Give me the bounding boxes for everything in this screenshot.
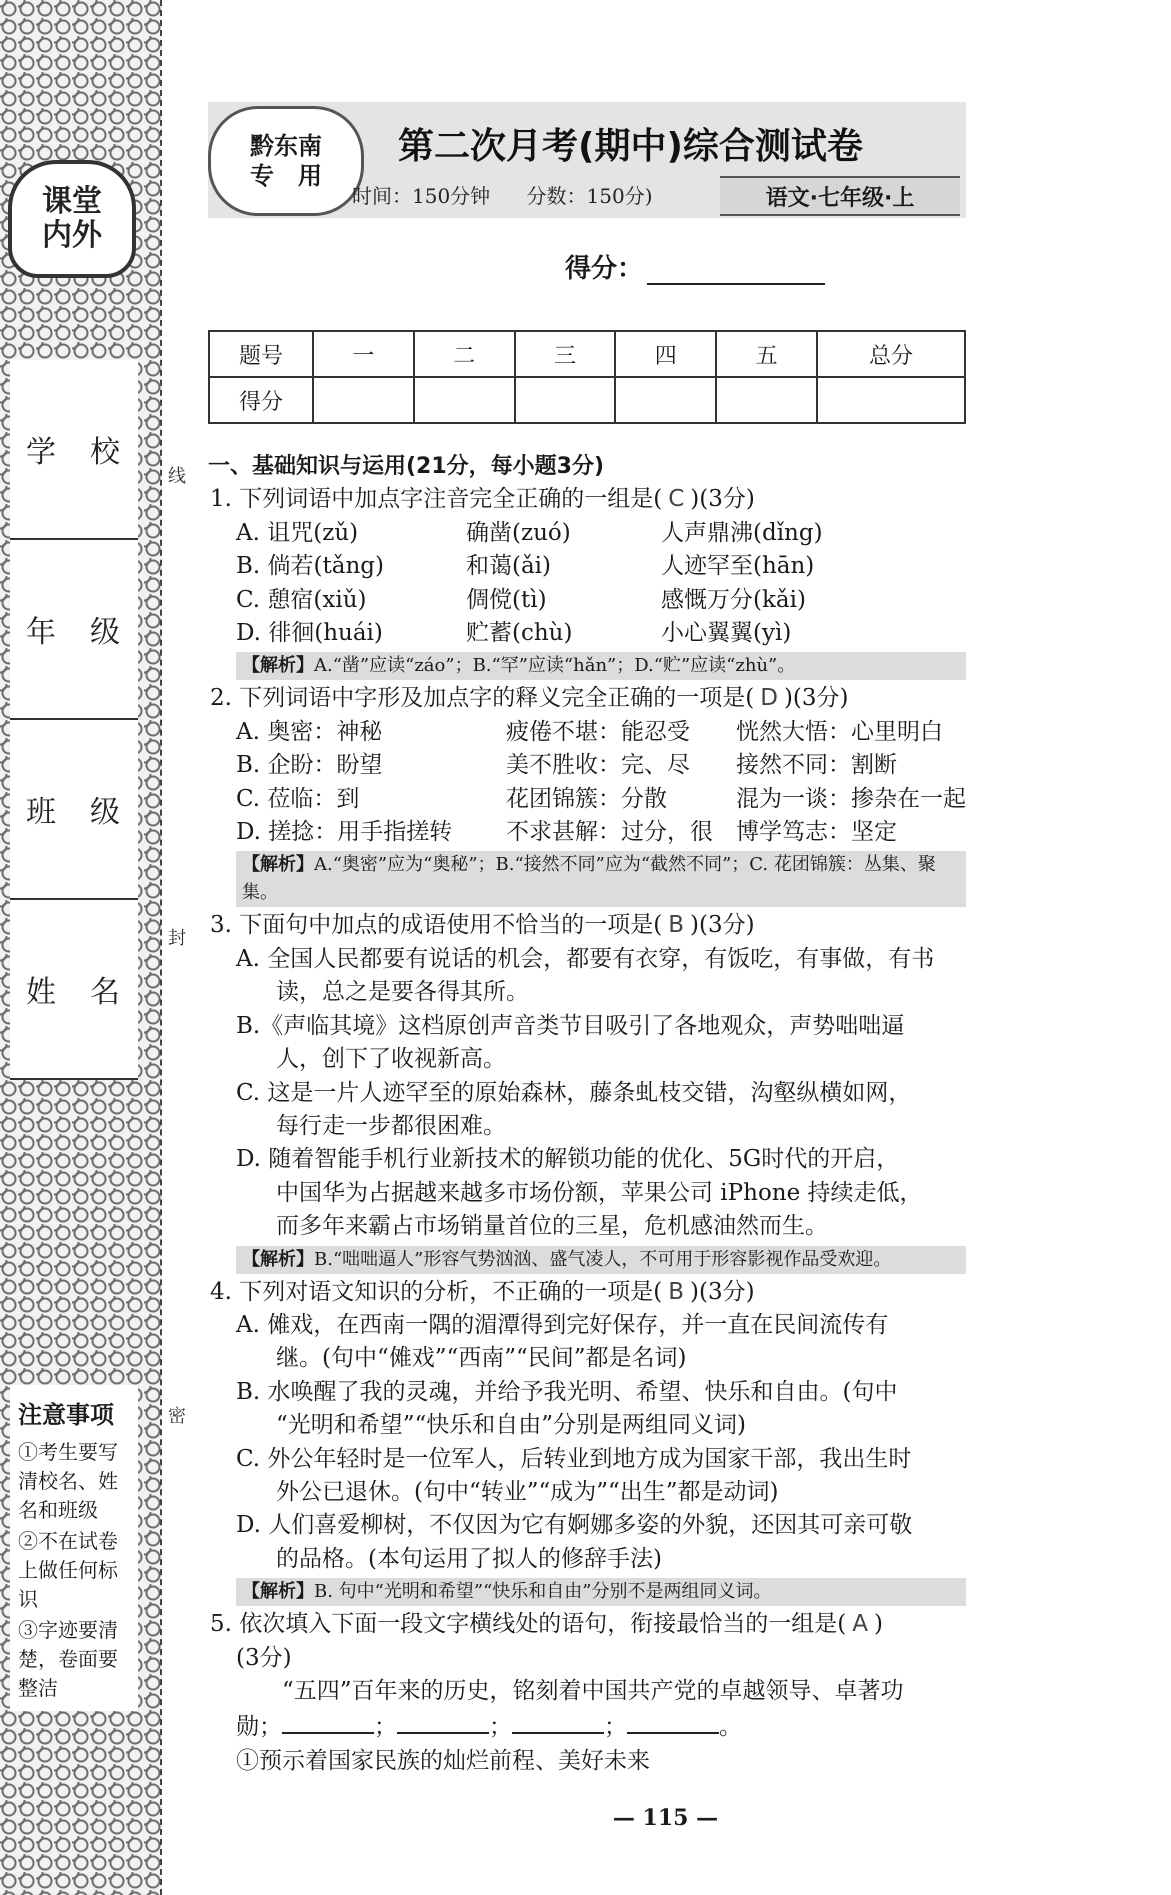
- score-blank[interactable]: [647, 257, 825, 285]
- score-line: 得分：: [565, 248, 825, 285]
- options-row: B. 倘若(tǎng) 和蔼(ǎi) 人迹罕至(hān): [236, 553, 815, 580]
- cut-label: 密: [168, 1406, 186, 1427]
- question-3: 3. 下面句中加点的成语使用不恰当的一项是( B )(3分): [208, 909, 966, 942]
- cut-label: 线: [168, 466, 186, 487]
- notes-title: 注意事项: [18, 1401, 114, 1429]
- options-row: A. 奥密：神秘 疲倦不堪：能忍受 恍然大悟：心里明白: [236, 718, 943, 745]
- table-row: [209, 377, 965, 423]
- question-1: 1. 下列词语中加点字注音完全正确的一组是( C )(3分): [208, 483, 966, 516]
- option-c-cont: 每行走一步都很困难。: [276, 1112, 506, 1139]
- notes-item: ③字迹要清楚，卷面要整洁: [18, 1618, 118, 1700]
- score-table: [208, 330, 966, 424]
- notes-item: ①考生要写清校名、姓名和班级: [18, 1440, 118, 1522]
- table-row: [209, 331, 965, 377]
- options-row: D. 搓捻：用手指搓转 不求甚解：过分，很 博学笃志：坚定: [236, 819, 897, 846]
- option-b-cont: “光明和希望”“快乐和自由”分别是两组同义词): [276, 1412, 747, 1439]
- options-row: C. 莅临：到 花团锦簇：分散 混为一谈：掺杂在一起: [236, 785, 966, 812]
- exam-meta: [352, 180, 683, 209]
- analysis: 【解析】B.“咄咄逼人”形容气势汹汹、盛气凌人，不可用于形容影视作品受欢迎。: [236, 1246, 966, 1274]
- fill-blank[interactable]: [282, 1708, 374, 1734]
- option-d-cont: 而多年来霸占市场销量首位的三星，危机感油然而生。: [276, 1213, 828, 1240]
- question-5-points: (3分): [236, 1644, 292, 1671]
- exam-total: 分数：150分): [526, 184, 653, 208]
- option-d-cont: 的品格。(本句运用了拟人的修辞手法): [276, 1545, 662, 1572]
- options-row: B. 企盼：盼望 美不胜收：完、尽 接然不同：割断: [236, 752, 897, 779]
- notes-box: [10, 1385, 138, 1711]
- answer-mark: B: [668, 912, 685, 939]
- exam-time: 时间：150分钟: [352, 184, 491, 208]
- table-cell: 二: [414, 331, 515, 377]
- table-cell: 得分: [209, 377, 313, 423]
- name-field[interactable]: 姓 名: [10, 900, 138, 1080]
- score-cell[interactable]: [414, 377, 515, 423]
- options-row: C. 憩宿(xiǔ) 倜傥(tì) 感慨万分(kǎi): [236, 586, 806, 613]
- options-row: A. 诅咒(zǔ) 确凿(zuó) 人声鼎沸(dǐng): [236, 519, 823, 546]
- cut-label: 封: [168, 928, 186, 949]
- option-d: D. 人们喜爱柳树，不仅因为它有婀娜多姿的外貌，还因其可亲可敬: [236, 1512, 913, 1539]
- score-cell[interactable]: [716, 377, 817, 423]
- answer-mark: D: [760, 685, 778, 712]
- table-cell: 一: [313, 331, 414, 377]
- option-d: D. 随着智能手机行业新技术的解锁功能的优化、5G时代的开启，: [236, 1146, 900, 1173]
- subject-label: 语文·七年级·上: [720, 176, 960, 216]
- question-5: 5. 依次填入下面一段文字横线处的语句，衔接最恰当的一组是( A ): [208, 1608, 966, 1641]
- region-badge: 黔东南 专 用: [208, 106, 364, 216]
- page-number: — 115 —: [612, 1805, 719, 1831]
- fill-blank[interactable]: [397, 1708, 489, 1734]
- table-cell: 三: [515, 331, 616, 377]
- option-b: B. 水唤醒了我的灵魂，并给予我光明、希望、快乐和自由。(句中: [236, 1378, 898, 1405]
- option-a: A. 全国人民都要有说话的机会，都要有衣穿，有饭吃，有事做，有书: [236, 945, 935, 972]
- option-c: C. 外公年轻时是一位军人，后转业到地方成为国家干部，我出生时: [236, 1445, 912, 1472]
- questions: [208, 450, 966, 1778]
- answer-mark: A: [852, 1611, 868, 1638]
- score-cell[interactable]: [313, 377, 414, 423]
- score-cell[interactable]: [515, 377, 616, 423]
- school-field[interactable]: 学 校: [10, 360, 138, 540]
- score-cell[interactable]: [615, 377, 716, 423]
- option-c-cont: 外公已退休。(句中“转业”“成为”“出生”都是动词): [276, 1478, 779, 1505]
- analysis: 【解析】A.“凿”应读“záo”；B.“罕”应读“hǎn”；D.“贮”应读“zhù”。: [236, 652, 966, 680]
- question-2: 2. 下列词语中字形及加点字的释义完全正确的一项是( D )(3分): [208, 682, 966, 715]
- options-row: D. 徘徊(huái) 贮蓄(chù) 小心翼翼(yì): [236, 620, 792, 647]
- option-a: A. 傩戏，在西南一隅的湄潭得到完好保存，并一直在民间流传有: [236, 1311, 889, 1338]
- table-cell: 题号: [209, 331, 313, 377]
- option-b: B.《声临其境》这档原创声音类节目吸引了各地观众，声势咄咄逼: [236, 1012, 905, 1039]
- passage: “五四”百年来的历史，铭刻着中国共产党的卓越领导、卓著功: [282, 1678, 904, 1704]
- fill-blank[interactable]: [627, 1708, 719, 1734]
- section-title: 一、基础知识与运用(21分，每小题3分): [208, 454, 605, 479]
- table-cell: 总分: [817, 331, 965, 377]
- table-cell: 四: [615, 331, 716, 377]
- fill-blanks: 勋； ； ； ； 。: [208, 1708, 966, 1744]
- choice-item: ①预示着国家民族的灿烂前程、美好未来: [236, 1747, 650, 1774]
- option-b-cont: 人，创下了收视新高。: [276, 1046, 506, 1073]
- analysis: 【解析】B. 句中“光明和希望”“快乐和自由”分别不是两组同义词。: [236, 1578, 966, 1606]
- analysis: 【解析】A.“奥密”应为“奥秘”；B.“接然不同”应为“截然不同”；C. 花团锦簇：丛集、聚集。: [236, 851, 966, 907]
- option-a-cont: 继。(句中“傩戏”“西南”“民间”都是名词): [276, 1345, 687, 1372]
- answer-mark: B: [668, 1278, 685, 1305]
- answer-mark: C: [668, 486, 685, 513]
- class-field[interactable]: 班 级: [10, 720, 138, 900]
- notes-item: ②不在试卷上做任何标识: [18, 1529, 118, 1611]
- fill-blank[interactable]: [512, 1708, 604, 1734]
- option-a-cont: 读，总之是要各得其所。: [276, 979, 529, 1006]
- option-d-cont: 中国华为占据越来越多市场份额，苹果公司 iPhone 持续走低，: [276, 1179, 923, 1206]
- exam-title: 第二次月考(期中)综合测试卷: [398, 126, 863, 167]
- option-c: C. 这是一片人迹罕至的原始森林，藤条虬枝交错，沟壑纵横如网，: [236, 1079, 912, 1106]
- table-cell: 五: [716, 331, 817, 377]
- question-4: 4. 下列对语文知识的分析，不正确的一项是( B )(3分): [208, 1276, 966, 1309]
- score-cell[interactable]: [817, 377, 965, 423]
- brand-logo: 课堂 内外: [8, 160, 136, 278]
- grade-field[interactable]: 年 级: [10, 540, 138, 720]
- student-info-fields: [10, 360, 138, 1080]
